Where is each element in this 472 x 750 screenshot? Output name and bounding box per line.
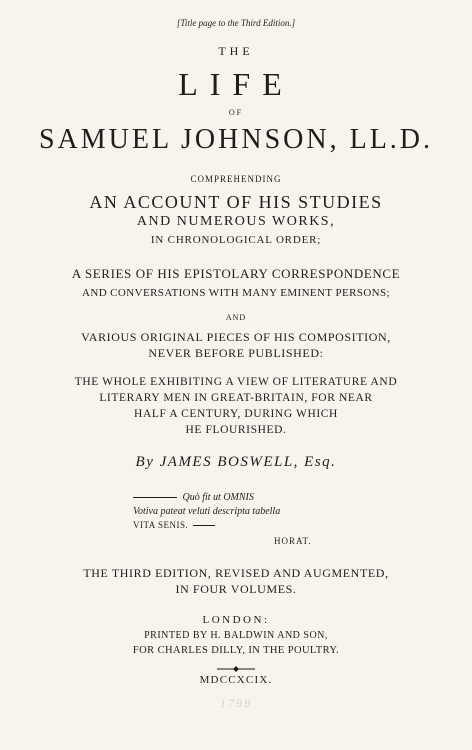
motto-rule-right bbox=[193, 525, 215, 526]
whole-line-4: HE FLOURISHED. bbox=[185, 424, 287, 436]
imprint-printer: PRINTED BY H. BALDWIN AND SON, bbox=[144, 630, 328, 641]
motto-line-1 bbox=[0, 492, 472, 503]
series-line-1: A SERIES OF HIS EPISTOLARY CORRESPONDENCE bbox=[71, 266, 401, 281]
the-heading: THE bbox=[218, 44, 254, 58]
motto-line-2: Votiva pateat veluti descripta tabella bbox=[133, 506, 281, 517]
whole-line-3: HALF A CENTURY, DURING WHICH bbox=[134, 408, 338, 420]
subject-name: SAMUEL JOHNSON, LL.D. bbox=[38, 124, 434, 155]
account-line-3: IN CHRONOLOGICAL ORDER; bbox=[150, 234, 322, 246]
imprint-year: MDCCXCIX. bbox=[199, 674, 273, 686]
edition-line-2: IN FOUR VOLUMES. bbox=[175, 582, 297, 596]
top-note: [Title page to the Third Edition.] bbox=[176, 18, 296, 28]
motto-line-3 bbox=[0, 520, 472, 531]
imprint-publisher: FOR CHARLES DILLY, IN THE POULTRY. bbox=[132, 645, 340, 656]
diamond-rule-icon bbox=[216, 665, 256, 673]
comprehending-label: COMPREHENDING bbox=[190, 174, 282, 184]
ornament-rule bbox=[0, 660, 472, 670]
whole-line-1: THE WHOLE EXHIBITING A VIEW OF LITERATURE AND bbox=[74, 376, 398, 388]
life-heading: LIFE bbox=[178, 66, 294, 102]
pencil-annotation: 1799 bbox=[220, 696, 252, 710]
various-line-2: NEVER BEFORE PUBLISHED: bbox=[148, 346, 324, 360]
motto-rule-left bbox=[133, 497, 177, 498]
edition-line-1: THE THIRD EDITION, REVISED AND AUGMENTED, bbox=[83, 566, 389, 580]
series-line-2: AND CONVERSATIONS WITH MANY EMINENT PERSONS; bbox=[82, 287, 390, 299]
motto-text-1: Quò fit ut OMNIS bbox=[182, 492, 254, 503]
of-heading: OF bbox=[228, 108, 244, 117]
account-line-2: AND NUMEROUS WORKS, bbox=[136, 214, 336, 229]
author-line: By JAMES BOSWELL, Esq. bbox=[135, 454, 337, 470]
motto-source: HORAT. bbox=[274, 536, 312, 546]
various-line-1: VARIOUS ORIGINAL PIECES OF HIS COMPOSITION, bbox=[81, 330, 391, 344]
imprint-place: LONDON: bbox=[202, 614, 270, 626]
and-label: AND bbox=[225, 313, 247, 322]
whole-line-2: LITERARY MEN IN GREAT-BRITAIN, FOR NEAR bbox=[99, 392, 373, 404]
account-line-1: AN ACCOUNT OF HIS STUDIES bbox=[89, 192, 383, 212]
motto-text-3: VITA SENIS. bbox=[133, 520, 189, 530]
